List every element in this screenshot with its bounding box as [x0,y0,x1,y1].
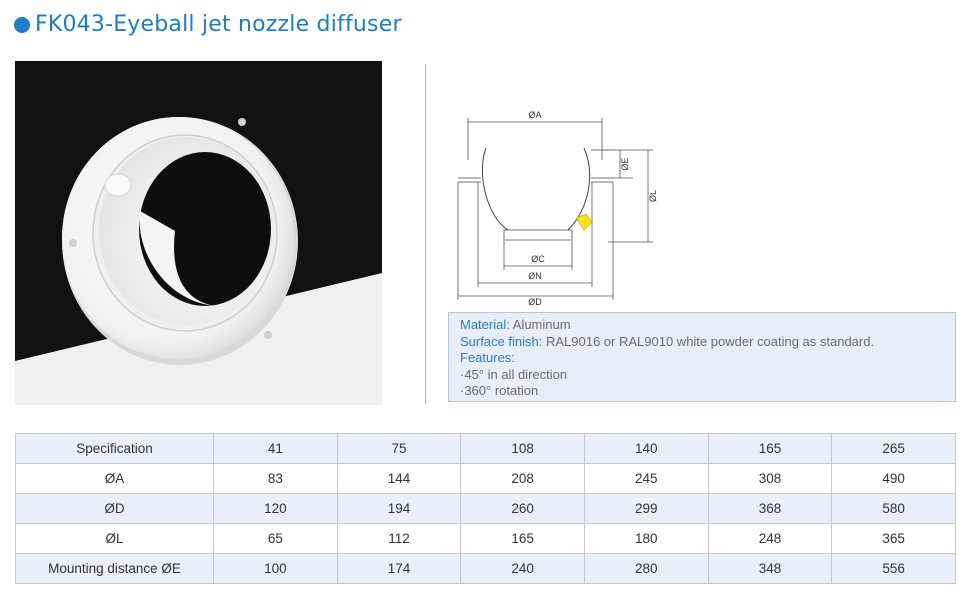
material-value: Aluminum [509,317,571,332]
table-cell: 245 [584,464,708,494]
dim-e-label: ØE [620,157,630,171]
table-cell: 308 [708,464,832,494]
row-label: ØD [16,494,214,524]
table-cell: 165 [461,524,585,554]
feature-item: ·360° rotation [460,383,539,398]
specification-box [448,312,956,402]
dim-d-label: ØD [528,297,542,307]
material-key: Material: [460,317,510,332]
table-cell: 490 [832,464,956,494]
title-row [14,12,402,37]
product-photo [15,61,382,405]
material-line [460,317,944,334]
table-cell: 208 [461,464,585,494]
table-cell: 365 [832,524,956,554]
table-cell: 556 [832,554,956,584]
table-row [16,524,956,554]
finish-value: RAL9016 or RAL9010 white powder coating as standard. [542,333,875,349]
features-heading: Features: [460,350,515,365]
feature-item: ·45° in all direction [460,366,568,382]
table-cell: 108 [461,434,585,464]
table-cell: 41 [214,434,338,464]
bullet-icon [14,17,30,33]
table-cell: 368 [708,494,832,524]
row-label: Specification [16,434,214,464]
diffuser-image [15,61,382,405]
table-cell: 248 [708,524,832,554]
dim-c-label: ØC [531,254,545,264]
table-row [16,554,956,584]
table-cell: 174 [337,554,461,584]
vertical-divider [425,64,426,404]
row-label: Mounting distance ØE [16,554,214,584]
page-title: FK043-Eyeball jet nozzle diffuser [35,12,402,37]
table-cell: 144 [337,464,461,494]
table-cell: 112 [337,524,461,554]
table-cell: 140 [584,434,708,464]
table-row [16,494,956,524]
table-cell: 165 [708,434,832,464]
table-cell: 280 [584,554,708,584]
finish-line [460,334,944,351]
technical-drawing [448,100,678,310]
dimensions-table [15,433,956,584]
dim-n-label: ØN [528,271,542,281]
row-label: ØA [16,464,214,494]
table-cell: 75 [337,434,461,464]
finish-key: Surface finish: [460,333,543,349]
row-label: ØL [16,524,214,554]
table-cell: 194 [337,494,461,524]
table-cell: 580 [832,494,956,524]
dim-l-label: ØL [648,189,658,203]
table-row [16,464,956,494]
table-cell: 65 [214,524,338,554]
table-cell: 180 [584,524,708,554]
table-cell: 299 [584,494,708,524]
table-cell: 100 [214,554,338,584]
table-cell: 260 [461,494,585,524]
table-row [16,434,956,464]
table-cell: 240 [461,554,585,584]
table-cell: 120 [214,494,338,524]
table-cell: 265 [832,434,956,464]
dim-a-label: ØA [528,110,542,120]
table-cell: 348 [708,554,832,584]
table-cell: 83 [214,464,338,494]
